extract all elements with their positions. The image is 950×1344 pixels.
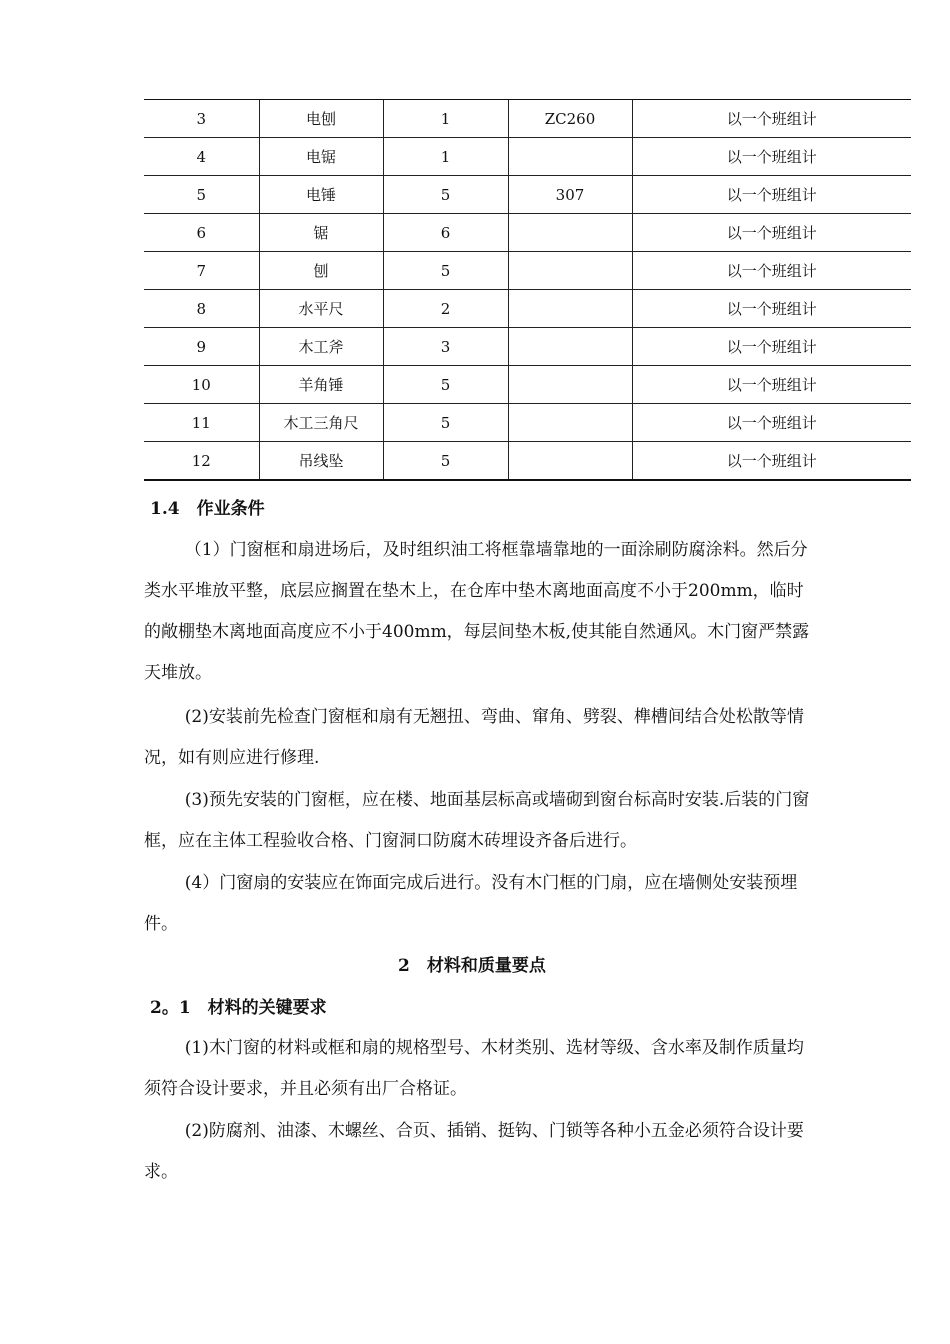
cell-model <box>508 214 632 252</box>
paragraph-2-1-2: (2)防腐剂、油漆、木螺丝、合页、插销、挺钩、门锁等各种小五金必须符合设计要求。 <box>144 1121 804 1182</box>
cell-model <box>508 252 632 290</box>
cell-tool-name: 电刨 <box>259 100 383 138</box>
cell-index: 4 <box>144 138 259 176</box>
cell-tool-name: 电锯 <box>259 138 383 176</box>
cell-model: ZC260 <box>508 100 632 138</box>
table-row <box>144 138 911 176</box>
table-row <box>144 442 911 481</box>
cell-quantity: 5 <box>383 404 508 442</box>
cell-tool-name: 吊线坠 <box>259 442 383 481</box>
cell-model <box>508 290 632 328</box>
table-row <box>144 404 911 442</box>
table-row <box>144 214 911 252</box>
cell-quantity: 6 <box>383 214 508 252</box>
cell-remark: 以一个班组计 <box>632 328 911 366</box>
table-row <box>144 252 911 290</box>
paragraph-1-4-3: (3)预先安装的门窗框，应在楼、地面基层标高或墙砌到窗台标高时安装.后装的门窗框，应在主体工程验收合格、门窗洞口防腐木砖埋设齐备后进行。 <box>144 790 810 851</box>
cell-model <box>508 328 632 366</box>
cell-index: 8 <box>144 290 259 328</box>
cell-index: 11 <box>144 404 259 442</box>
cell-quantity: 1 <box>383 138 508 176</box>
cell-remark: 以一个班组计 <box>632 252 911 290</box>
table-row <box>144 100 911 138</box>
cell-quantity: 2 <box>383 290 508 328</box>
cell-index: 5 <box>144 176 259 214</box>
cell-model <box>508 442 632 481</box>
section-heading-2-1: 2。1 材料的关键要求 <box>150 998 327 1018</box>
table-row <box>144 366 911 404</box>
cell-remark: 以一个班组计 <box>632 290 911 328</box>
tools-table <box>144 99 911 481</box>
cell-model <box>508 404 632 442</box>
section-heading-2: 2 材料和质量要点 <box>398 956 546 976</box>
cell-model <box>508 366 632 404</box>
paragraph-1-4-2: (2)安装前先检查门窗框和扇有无翘扭、弯曲、窜角、劈裂、榫槽间结合处松散等情况，如有则应进行修理. <box>144 707 804 768</box>
cell-remark: 以一个班组计 <box>632 442 911 481</box>
cell-index: 3 <box>144 100 259 138</box>
paragraph-1-4-1: （1）门窗框和扇进场后，及时组织油工将框靠墙靠地的一面涂刷防腐涂料。然后分类水平堆放平整，底层应搁置在垫木上，在仓库中垫木离地面高度不小于200mm，临时的敞棚垫木离地面高度应不小于400mm，每层间垫木板,使其能自然通风。木门窗严禁露天堆放。 <box>144 540 810 683</box>
cell-tool-name: 刨 <box>259 252 383 290</box>
cell-model <box>508 138 632 176</box>
table-row <box>144 290 911 328</box>
cell-quantity: 5 <box>383 176 508 214</box>
section-heading-1-4: 1.4 作业条件 <box>150 499 265 519</box>
cell-remark: 以一个班组计 <box>632 366 911 404</box>
cell-tool-name: 木工斧 <box>259 328 383 366</box>
table-row <box>144 176 911 214</box>
cell-tool-name: 水平尺 <box>259 290 383 328</box>
cell-index: 6 <box>144 214 259 252</box>
cell-remark: 以一个班组计 <box>632 404 911 442</box>
cell-remark: 以一个班组计 <box>632 138 911 176</box>
cell-index: 9 <box>144 328 259 366</box>
cell-quantity: 5 <box>383 366 508 404</box>
cell-model: 307 <box>508 176 632 214</box>
cell-tool-name: 电锤 <box>259 176 383 214</box>
cell-index: 10 <box>144 366 259 404</box>
cell-quantity: 5 <box>383 252 508 290</box>
cell-quantity: 3 <box>383 328 508 366</box>
cell-remark: 以一个班组计 <box>632 214 911 252</box>
paragraph-2-1-1: (1)木门窗的材料或框和扇的规格型号、木材类别、选材等级、含水率及制作质量均须符合设计要求，并且必须有出厂合格证。 <box>144 1038 804 1099</box>
cell-quantity: 5 <box>383 442 508 481</box>
cell-tool-name: 锯 <box>259 214 383 252</box>
cell-remark: 以一个班组计 <box>632 176 911 214</box>
paragraph-1-4-4: (4）门窗扇的安装应在饰面完成后进行。没有木门框的门扇，应在墙侧处安装预埋件。 <box>144 873 798 934</box>
table-row <box>144 328 911 366</box>
cell-tool-name: 羊角锤 <box>259 366 383 404</box>
cell-index: 12 <box>144 442 259 481</box>
cell-remark: 以一个班组计 <box>632 100 911 138</box>
cell-index: 7 <box>144 252 259 290</box>
cell-tool-name: 木工三角尺 <box>259 404 383 442</box>
cell-quantity: 1 <box>383 100 508 138</box>
